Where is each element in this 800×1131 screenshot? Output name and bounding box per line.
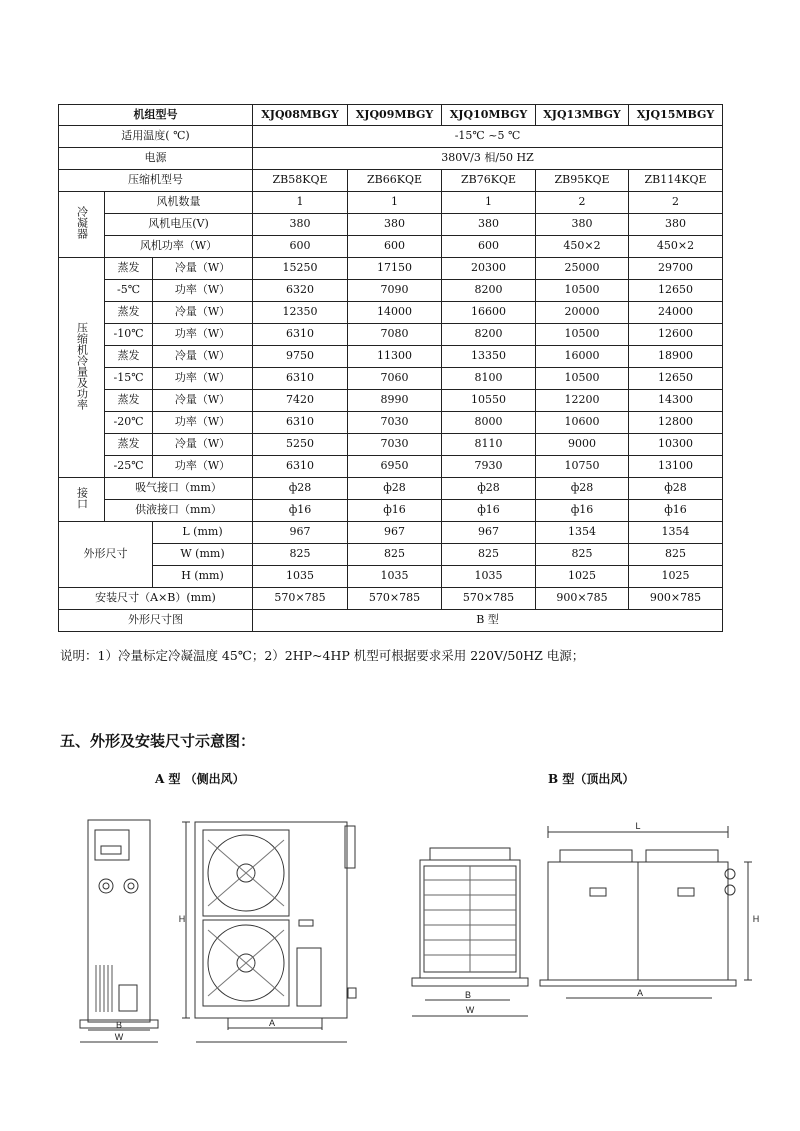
power-value-cell: 7080: [348, 324, 442, 346]
cool-value-cell: 29700: [629, 258, 723, 280]
type-b-dim-L: L: [635, 821, 641, 831]
power-value-cell: 10750: [536, 456, 629, 478]
power-value-cell: 6320: [253, 280, 348, 302]
type-b-dim-B: B: [464, 990, 472, 1000]
power-value-cell: 12600: [629, 324, 723, 346]
type-a-dim-A: A: [268, 1018, 276, 1028]
fan-voltage-cell: 380: [253, 214, 348, 236]
cool-label: 冷量（W）: [153, 390, 253, 412]
temp-range-label: 适用温度( ℃): [59, 126, 253, 148]
liquid-label: 供液接口（mm）: [105, 500, 253, 522]
cool-value-cell: 16600: [442, 302, 536, 324]
cool-value-cell: 11300: [348, 346, 442, 368]
dim-W-cell: 825: [348, 544, 442, 566]
power-value-cell: 10500: [536, 280, 629, 302]
power-value-cell: 7090: [348, 280, 442, 302]
power-value-cell: 8200: [442, 280, 536, 302]
type-a-dim-B: B: [115, 1020, 123, 1030]
power-value-cell: 12800: [629, 412, 723, 434]
fan-voltage-label: 风机电压(V): [105, 214, 253, 236]
power-value-cell: 8200: [442, 324, 536, 346]
power-label-cell: 功率（W）: [153, 456, 253, 478]
cool-label: 冷量（W）: [153, 434, 253, 456]
dim-W-cell: 825: [536, 544, 629, 566]
power-label-cell: 功率（W）: [153, 280, 253, 302]
fan-power-cell: 450×2: [629, 236, 723, 258]
install-cell: 570×785: [253, 588, 348, 610]
cool-label: 冷量（W）: [153, 346, 253, 368]
cool-value-cell: 7030: [348, 434, 442, 456]
evap-temp-cell: -20℃: [105, 412, 153, 434]
liquid-cell: ф16: [629, 500, 723, 522]
conn-group-label: 接口: [59, 478, 105, 522]
power-value-cell: 7030: [348, 412, 442, 434]
temp-range-value: -15℃ ~5 ℃: [253, 126, 723, 148]
cool-value-cell: 10300: [629, 434, 723, 456]
dim-H-cell: 1035: [253, 566, 348, 588]
power-value: 380V/3 相/50 HZ: [253, 148, 723, 170]
fan-power-cell: 450×2: [536, 236, 629, 258]
power-value-cell: 6310: [253, 412, 348, 434]
cool-value-cell: 25000: [536, 258, 629, 280]
fan-voltage-cell: 380: [442, 214, 536, 236]
liquid-cell: ф16: [348, 500, 442, 522]
power-value-cell: 6310: [253, 456, 348, 478]
fan-qty-cell: 2: [536, 192, 629, 214]
compressor-cell: ZB95KQE: [536, 170, 629, 192]
cool-value-cell: 9750: [253, 346, 348, 368]
dim-H-label: H (mm): [153, 566, 253, 588]
dim-H-cell: 1025: [629, 566, 723, 588]
fan-qty-cell: 1: [253, 192, 348, 214]
type-b-dim-A: A: [636, 988, 644, 998]
cool-value-cell: 8990: [348, 390, 442, 412]
cool-value-cell: 12200: [536, 390, 629, 412]
power-value-cell: 6310: [253, 324, 348, 346]
model-cell: XJQ09MBGY: [348, 105, 442, 126]
dim-W-cell: 825: [442, 544, 536, 566]
compressor-label: 压缩机型号: [59, 170, 253, 192]
install-cell: 900×785: [629, 588, 723, 610]
type-a-front-view: [182, 822, 356, 1042]
cool-value-cell: 15250: [253, 258, 348, 280]
cool-value-cell: 16000: [536, 346, 629, 368]
fan-power-cell: 600: [253, 236, 348, 258]
cool-value-cell: 20300: [442, 258, 536, 280]
type-a-side-view: [80, 820, 158, 1042]
outline-label: 外形尺寸图: [59, 610, 253, 632]
comp-group-label: 压缩机冷量及功率: [59, 258, 105, 478]
type-a-dim-W: W: [114, 1032, 124, 1042]
compressor-cell: ZB114KQE: [629, 170, 723, 192]
liquid-cell: ф16: [253, 500, 348, 522]
type-a-dim-H: H: [178, 914, 186, 924]
outline-value: B 型: [253, 610, 723, 632]
power-label-cell: 功率（W）: [153, 412, 253, 434]
evap-temp-cell: 蒸发: [105, 258, 153, 280]
evap-temp-cell: -10℃: [105, 324, 153, 346]
cool-label: 冷量（W）: [153, 302, 253, 324]
cool-value-cell: 24000: [629, 302, 723, 324]
power-label-cell: 功率（W）: [153, 368, 253, 390]
cool-value-cell: 10550: [442, 390, 536, 412]
suction-cell: ф28: [253, 478, 348, 500]
model-cell: XJQ08MBGY: [253, 105, 348, 126]
fan-qty-cell: 1: [442, 192, 536, 214]
cool-label: 冷量（W）: [153, 258, 253, 280]
dim-L-cell: 967: [253, 522, 348, 544]
fan-qty-cell: 1: [348, 192, 442, 214]
compressor-cell: ZB66KQE: [348, 170, 442, 192]
fan-power-cell: 600: [348, 236, 442, 258]
model-label: 机组型号: [59, 105, 253, 126]
cool-value-cell: 17150: [348, 258, 442, 280]
install-cell: 570×785: [348, 588, 442, 610]
evap-temp-cell: 蒸发: [105, 346, 153, 368]
fan-voltage-cell: 380: [348, 214, 442, 236]
model-cell: XJQ13MBGY: [536, 105, 629, 126]
install-label: 安装尺寸（A×B）(mm): [59, 588, 253, 610]
cool-value-cell: 8110: [442, 434, 536, 456]
suction-cell: ф28: [348, 478, 442, 500]
table-note: 说明：1）冷量标定冷凝温度 45℃；2）2HP~4HP 机型可根据要求采用 220V/50HZ 电源；: [60, 648, 585, 663]
evap-temp-cell: 蒸发: [105, 390, 153, 412]
power-value-cell: 6950: [348, 456, 442, 478]
cool-value-cell: 13350: [442, 346, 536, 368]
fan-power-cell: 600: [442, 236, 536, 258]
power-label: 电源: [59, 148, 253, 170]
liquid-cell: ф16: [536, 500, 629, 522]
power-value-cell: 12650: [629, 368, 723, 390]
section-title: 五、外形及安装尺寸示意图：: [60, 732, 256, 750]
model-cell: XJQ10MBGY: [442, 105, 536, 126]
evap-temp-cell: -15℃: [105, 368, 153, 390]
cool-value-cell: 7420: [253, 390, 348, 412]
power-value-cell: 6310: [253, 368, 348, 390]
type-b-dim-H: H: [752, 914, 760, 924]
cool-value-cell: 5250: [253, 434, 348, 456]
suction-label: 吸气接口（mm）: [105, 478, 253, 500]
cool-value-cell: 20000: [536, 302, 629, 324]
power-value-cell: 10600: [536, 412, 629, 434]
cool-value-cell: 14300: [629, 390, 723, 412]
compressor-cell: ZB58KQE: [253, 170, 348, 192]
dim-W-label: W (mm): [153, 544, 253, 566]
dim-L-label: L (mm): [153, 522, 253, 544]
dim-L-cell: 967: [348, 522, 442, 544]
liquid-cell: ф16: [442, 500, 536, 522]
dim-W-cell: 825: [253, 544, 348, 566]
power-label-cell: 功率（W）: [153, 324, 253, 346]
type-b-front-view: [540, 826, 752, 998]
fan-voltage-cell: 380: [536, 214, 629, 236]
power-value-cell: 10500: [536, 368, 629, 390]
evap-temp-cell: 蒸发: [105, 302, 153, 324]
fan-qty-label: 风机数量: [105, 192, 253, 214]
power-value-cell: 8000: [442, 412, 536, 434]
type-b-dim-W: W: [465, 1005, 475, 1015]
cool-value-cell: 18900: [629, 346, 723, 368]
suction-cell: ф28: [536, 478, 629, 500]
cool-value-cell: 12350: [253, 302, 348, 324]
evap-temp-cell: 蒸发: [105, 434, 153, 456]
power-value-cell: 10500: [536, 324, 629, 346]
dim-L-cell: 967: [442, 522, 536, 544]
dim-W-cell: 825: [629, 544, 723, 566]
power-value-cell: 7930: [442, 456, 536, 478]
power-value-cell: 12650: [629, 280, 723, 302]
fan-qty-cell: 2: [629, 192, 723, 214]
install-cell: 570×785: [442, 588, 536, 610]
condenser-group-label: 冷凝器: [59, 192, 105, 258]
install-cell: 900×785: [536, 588, 629, 610]
power-value-cell: 13100: [629, 456, 723, 478]
power-value-cell: 7060: [348, 368, 442, 390]
dim-H-cell: 1035: [348, 566, 442, 588]
type-a-caption: A 型 （侧出风）: [155, 772, 245, 786]
fan-power-label: 风机功率（W）: [105, 236, 253, 258]
cool-value-cell: 14000: [348, 302, 442, 324]
dim-H-cell: 1025: [536, 566, 629, 588]
evap-temp-cell: -25℃: [105, 456, 153, 478]
dim-L-cell: 1354: [629, 522, 723, 544]
fan-voltage-cell: 380: [629, 214, 723, 236]
dim-H-cell: 1035: [442, 566, 536, 588]
cool-value-cell: 9000: [536, 434, 629, 456]
evap-temp-cell: -5℃: [105, 280, 153, 302]
dims-group-label: 外形尺寸: [59, 522, 153, 588]
power-value-cell: 8100: [442, 368, 536, 390]
dim-L-cell: 1354: [536, 522, 629, 544]
compressor-cell: ZB76KQE: [442, 170, 536, 192]
type-b-caption: B 型（顶出风）: [548, 772, 635, 786]
suction-cell: ф28: [629, 478, 723, 500]
suction-cell: ф28: [442, 478, 536, 500]
model-cell: XJQ15MBGY: [629, 105, 723, 126]
